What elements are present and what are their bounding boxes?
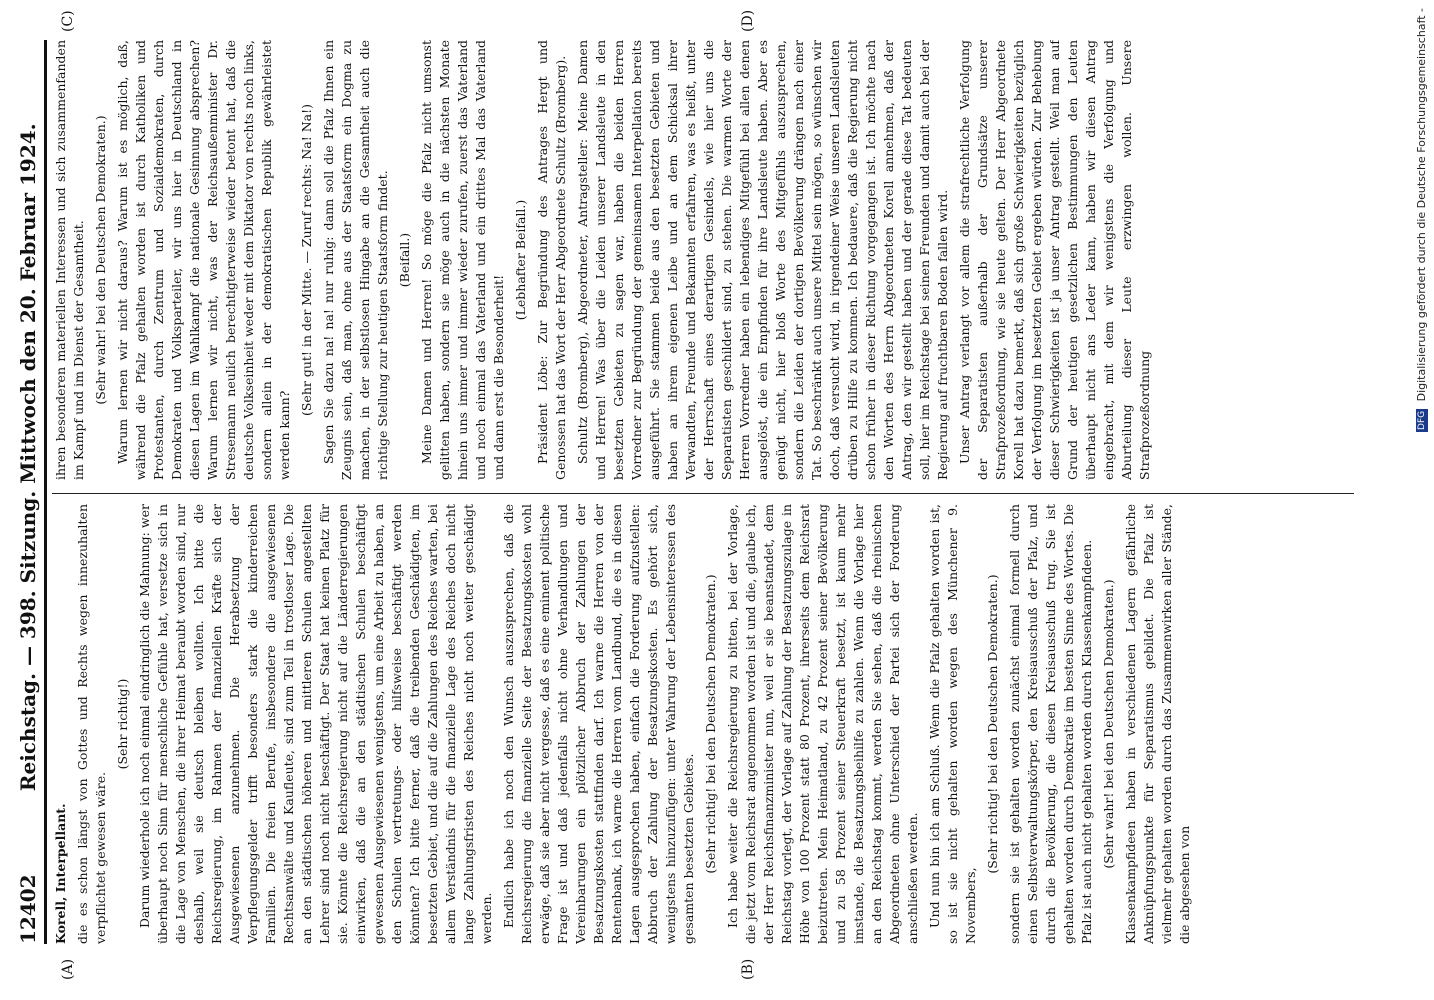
header-title: Reichstag. — 398. Sitzung. Mittwoch den 20. Februar 1924. <box>16 123 40 792</box>
digitization-stamp <box>1415 8 1428 432</box>
interjection: (Beifall.) <box>397 232 412 288</box>
paragraph: Unser Antrag verlangt vor allem die strafrechtliche Verfolgung der Separatisten außerhalb der Grundsätze unserer Strafprozeßordnung, wie sie heute gelten. Der Herr Abgeordnete Korell hat dazu bemerkt, daß sich große Schwierigkeiten bezüglich der Verfolgung im besetzten Gebiet ergeben würden. Zur Behebung dieser Schwierigkeiten ist ja unser Antrag gestellt. Weil man auf Grund der heutigen gesetzlichen Bestimmungen den Leuten überhaupt nicht ans Leder kann, haben wir diesen Antrag eingebracht, mit dem wir wenigstens die Verfolgung und Aburteilung dieser Leute erzwingen wollen. Unsere Strafprozeßordnung <box>957 40 1152 480</box>
interjection: (Sehr richtig!) <box>115 678 130 770</box>
paragraph: sondern sie ist gehalten worden zunächst einmal formell durch einen Selbstverwaltungskörper, den Kreisausschuß der Pfalz, und durch die Bevölkerung, die diesen Kreisausschuß trug. Sie ist gehalten worden durch Demokratie im besten Sinne des Wortes. Die Pfalz ist auch nicht gehalten worden durch Klassenkampfideen. <box>1007 504 1094 944</box>
paragraph: Warum lernen wir nicht daraus? Warum ist es möglich, daß, während die Pfalz gehalten worden ist durch Katholiken und Protestanten, durch Zentrum und Sozialdemokraten, durch Demokraten und Volksparteiler, wir uns hier in Deutschland in diesen Lagen im Wahlkampf die nationale Gesinnung absprechen? Warum lernen wir nicht, was der Reichsaußenminister Dr. Stresemann neulich berechtigterweise wieder betont hat, daß die deutsche Volkseinheit weder mit dem Diktator von rechts noch links, sondern allein in der demokratischen Republik gewährleistet werden kann? <box>115 40 292 480</box>
paragraph: Präsident Löbe: Zur Begründung des Antrages Hergt und Genossen hat das Wort der Herr Abgeordnete Schultz (Bromberg). <box>535 40 568 480</box>
interjection: (Lebhafter Beifall.) <box>513 199 528 321</box>
right-column <box>52 40 1354 480</box>
speaker-tag: Korell, Interpellant. <box>53 803 68 944</box>
margin-letter-a: (A) <box>60 958 76 980</box>
paragraph: Ich habe weiter die Reichsregierung zu bitten, bei der Vorlage, die jetzt vom Reichsrat angenommen worden ist und die, glaube ich, der Herr Reichsfinanzminister nun, weil er sie beanstandet, dem Reichstag vorlegt, der Vorlage auf Zahlung der Besatzungszulage in Höhe von 100 Prozent statt 80 Prozent, ihrerseits dem Reichsrat beizutreten. Mein Heimatland, zu 42 Prozent seiner Bevölkerung und zu 58 Prozent seiner Steuerkraft besetzt, ist kaum mehr imstande, die Besatzungsbeihilfe zu zahlen. Wenn die Vorlage hier an den Reichstag kommt, werden Sie sehen, daß die rheinischen Abgeordneten ohne Unterschied der Partei sich der Forderung anschließen werden. <box>725 504 920 944</box>
paragraph: Meine Damen und Herren! So möge die Pfalz nicht umsonst gelitten haben, sondern sie möge auch in die nächsten Monate hinein uns immer und immer wieder zurufen, zuerst das Vaterland und noch einmal das Vaterland und ein drittes Mal das Vaterland und dann erst die Besonderheit! <box>419 40 506 480</box>
paragraph: Darum wiederhole ich noch einmal eindringlich die Mahnung: wer überhaupt noch Sinn für menschliche Gefühle hat, versetze sich in die Lage von Menschen, die ihrer Heimat beraubt worden sind, nur deshalb, weil sie deutsch bleiben wollten. Ich bitte die Reichsregierung, im Rahmen der finanziellen Kräfte sich der Ausgewiesenen anzunehmen. Die Herabsetzung der Verpflegungsgelder trifft besonders stark die kinderreichen Familien. Die freien Berufe, insbesondere die ausgewiesenen Rechtsanwälte und Kaufleute, sind zum Teil in trostloser Lage. Die an den städtischen höheren und mittleren Schulen angestellten Lehrer sind noch nicht beschäftigt. Der Staat hat keinen Platz für sie. Könnte die Reichsregierung nicht auf die Länderregierungen einwirken, daß die an den städtischen Schulen beschäftigt gewesenen Ausgewiesenen wenigstens, um eine Arbeit zu haben, an den Schulen vertretungs- oder hilfsweise beschäftigt werden könnten? Ich bitte ferner, daß die treibenden Geschädigten, im besetzten Gebiet, und die auf die Zahlungen des Reiches warten, bei allem Verständnis für die finanzielle Lage des Reiches doch nicht lange Zahlungsfristen des Reiches nicht noch weiter geschädigt werden. <box>137 504 494 944</box>
paragraph: Klassenkampfideen haben in verschiedenen Lagern gefährliche Anknüpfungspunkte für Separatismus gebildet. Die Pfalz ist vielmehr gehalten worden durch das Zusammenwirken aller Stände, die abgesehen von <box>1123 504 1192 944</box>
interjection: (Sehr richtig! bei den Deutschen Demokraten.) <box>703 574 718 874</box>
stamp-text: Digitalisierung gefördert durch die Deutsche Forschungsgemeinschaft - <box>1415 8 1428 402</box>
paragraph: Schultz (Bromberg), Abgeordneter, Antragsteller: Meine Damen und Herren! Was über die Leiden unserer Landsleute in den besetzten Gebieten zu sagen war, haben die beiden Herren Vorredner zur Begründung der gemeinsamen Interpellation bereits ausgeführt. Sie stammen beide aus den besetzten Gebieten und haben an ihrem eigenen Leibe und an dem Schicksal ihrer Verwandten, Freunde und Bekannten erfahren, was es heißt, unter der Herrschaft eines derartigen Gesindels, wie hier uns die Separatisten geschildert sind, zu stehen. Die warmen Worte der Herren Vorredner haben ein lebendiges Mitgefühl bei allen denen ausgelöst, die ein Empfinden für ihre Landsleute haben. Aber es genügt nicht, hier bloß Worte des Mitgefühls auszusprechen, sondern die Leiden der dortigen Bevölkerung drängen nach einer Tat. So beschränkt auch unsere Mittel sein mögen, so wünschen wir doch, daß versucht wird, in irgendeiner Weise unseren Landsleuten drüben zu Hilfe zu kommen. Ich bedauere, daß die Regierung nicht schon früher in dieser Richtung vorgegangen ist. Ich möchte nach den Worten des Herrn Abgeordneten Korell annehmen, daß der Antrag, den wir gestellt haben und der gerade diese Tat bedeuten soll, hier im Reichstage bei seinen Freunden und damit auch bei der Regierung auf fruchtbaren Boden fallen wird. <box>575 40 950 480</box>
header-rule <box>44 40 47 944</box>
paragraph: ihren besonderen materiellen Interessen und sich zusammenfanden im Kampf und im Dienst der Gesamtheit. <box>53 40 86 480</box>
dfg-logo: DFG <box>1417 410 1427 430</box>
margin-letter-d: (D) <box>740 9 756 32</box>
paragraph: Sagen Sie dazu na! na! nur ruhig: dann soll die Pfalz Ihnen ein Zeugnis sein, daß man, ohne aus der Staatsform ein Dogma zu machen, in der selbstlosen Hingabe an die Gesamtheit auch die richtige Stellung zur heutigen Staatsform findet. <box>321 40 390 480</box>
column-rule <box>52 493 1354 494</box>
interjection: (Sehr richtig! bei den Deutschen Demokraten.) <box>985 574 1000 874</box>
margin-letter-b: (B) <box>740 958 756 980</box>
page-header <box>6 40 40 944</box>
paragraph: Und nun bin ich am Schluß. Wenn die Pfalz gehalten worden ist, so ist sie nicht gehalten worden wegen des Münchener 9. Novembers, <box>927 504 978 944</box>
interjection: (Sehr gut! in der Mitte. — Zuruf rechts: Na! Na!) <box>299 103 314 417</box>
paragraph: die es schon längst von Gottes und Rechts wegen innezuhalten verpflichtet gewesen wäre. <box>75 504 108 944</box>
paragraph: Endlich habe ich noch den Wunsch auszusprechen, daß die Reichsregierung die finanzielle Seite der Besatzungskosten wohl erwäge, daß sie aber nicht vergesse, daß es eine eminent politische Frage ist und daß jedenfalls nicht ohne Verhandlungen und Vereinbarungen ein plötzlicher Abbruch der Zahlungen der Besatzungskosten stattfinden darf. Ich warne die Herren von der Rentenbank, ich warne die Herren vom Landbund, die es in diesen Lagen ausgesprochen haben, einfach die Forderung aufzustellen: Abbruch der Zahlung der Besatzungskosten. Es gehört sich, wenigstens hinzuzufügen: unter Wahrung der Lebensinteressen des gesamten besetzten Gebietes. <box>501 504 696 944</box>
margin-letter-c: (C) <box>60 10 76 32</box>
left-column <box>52 504 1354 944</box>
page-number: 12402 <box>16 874 40 944</box>
interjection: (Sehr wahr! bei den Deutschen Demokraten.) <box>1101 579 1116 869</box>
interjection: (Sehr wahr! bei den Deutschen Demokraten.) <box>93 115 108 405</box>
